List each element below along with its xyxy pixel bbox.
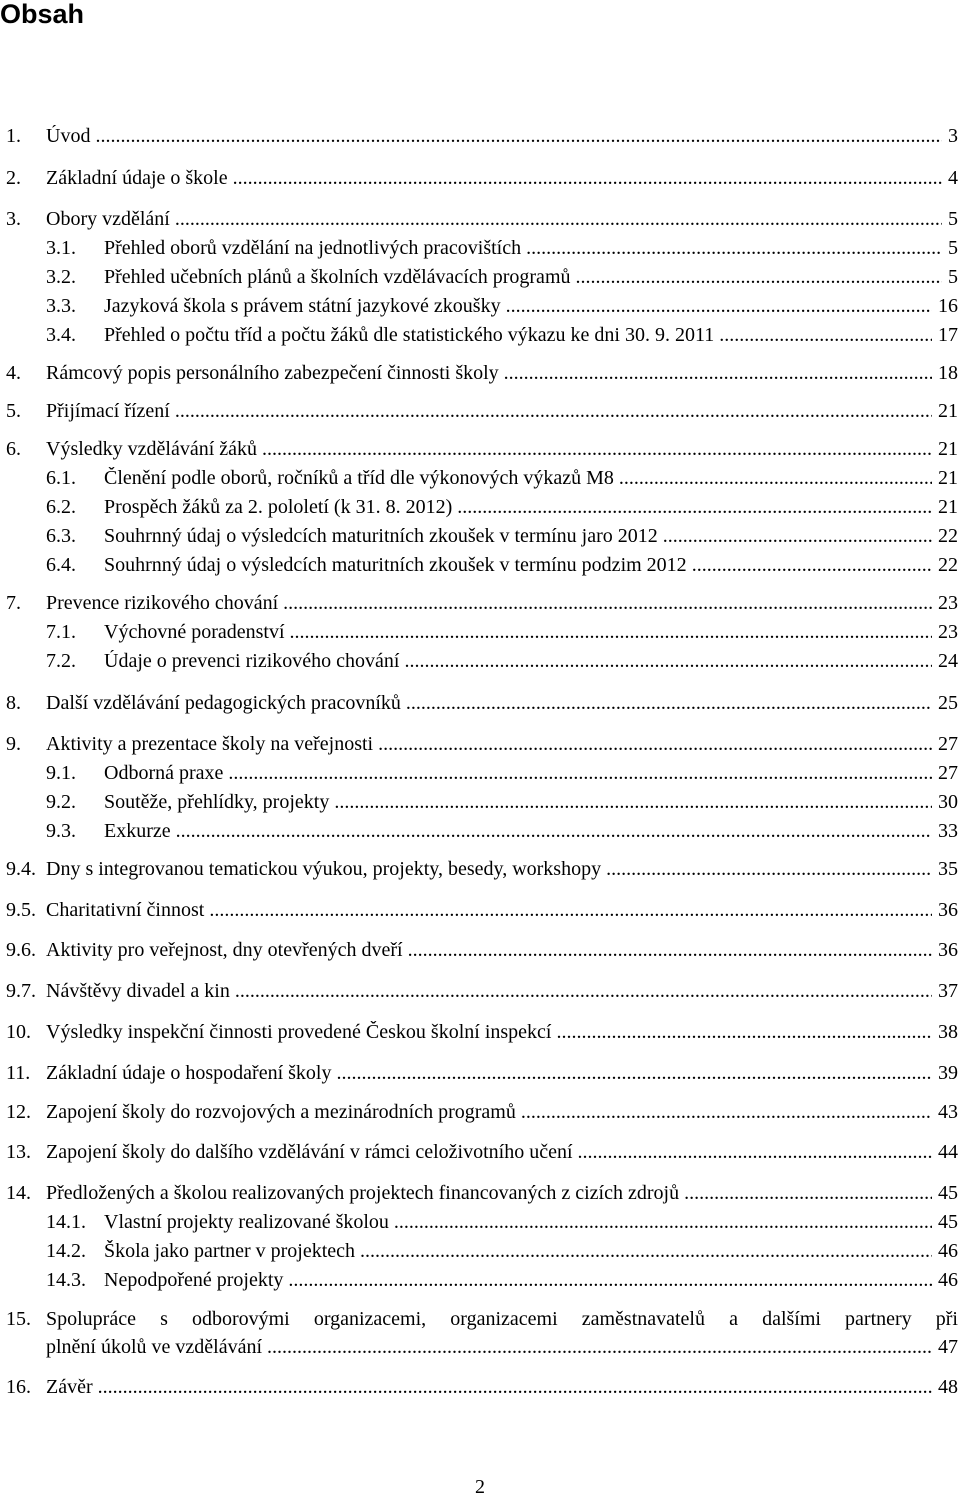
toc-entry[interactable]: [0, 1308, 958, 1358]
toc-entry[interactable]: [0, 980, 958, 1002]
toc-entry[interactable]: [0, 1182, 958, 1204]
toc-entry-number: 2.: [6, 167, 21, 189]
toc-entry-number: 16.: [6, 1376, 31, 1398]
toc-entry-title: [104, 791, 958, 813]
toc-entry-title: [46, 980, 958, 1002]
toc-entry[interactable]: [0, 525, 958, 547]
toc-entry-page: 5: [942, 237, 958, 259]
toc-entry-page: 24: [932, 650, 958, 672]
toc-entry-title-text: plnění úkolů ve vzdělávání: [46, 1336, 263, 1358]
toc-entry[interactable]: [0, 820, 958, 842]
toc-entry-title-text: Závěr: [46, 1376, 93, 1398]
toc-entry-number: 5.: [6, 400, 21, 422]
toc-entry-title: [104, 1269, 958, 1291]
toc-entry-title-text: Výsledky vzdělávání žáků: [46, 438, 258, 460]
toc-entry-title-text: Úvod: [46, 125, 91, 147]
toc-entry-page: 46: [932, 1240, 958, 1262]
toc-entry[interactable]: [0, 621, 958, 643]
toc-entry-page: 43: [932, 1101, 958, 1123]
toc-entry-title-text: Nepodpořené projekty: [104, 1269, 284, 1291]
toc-entry-title-text: Zapojení školy do rozvojových a mezinárodních programů: [46, 1101, 516, 1123]
toc-entry-title: [104, 266, 958, 288]
toc-entry-page: 5: [942, 208, 958, 230]
toc-entry-title-text: Aktivity a prezentace školy na veřejnosti: [46, 733, 374, 755]
toc-entry-title: [46, 592, 958, 614]
toc-entry-number: 10.: [6, 1021, 31, 1043]
toc-entry-page: 17: [932, 324, 958, 346]
toc-entry-page: 38: [932, 1021, 958, 1043]
toc-entry-title-text: Přehled o počtu tříd a počtu žáků dle statistického výkazu ke dni 30. 9. 2011: [104, 324, 715, 346]
toc-entry[interactable]: [0, 400, 958, 422]
toc-entry-title-text: Souhrnný údaj o výsledcích maturitních zkoušek v termínu jaro 2012: [104, 525, 658, 547]
toc-entry[interactable]: [0, 1211, 958, 1233]
toc-entry-number: 9.3.: [46, 820, 76, 842]
toc-entry[interactable]: [0, 1269, 958, 1291]
toc-entry-page: 5: [942, 266, 958, 288]
toc-entry[interactable]: [0, 1101, 958, 1123]
toc-entry[interactable]: [0, 1141, 958, 1163]
toc-entry[interactable]: [0, 1376, 958, 1398]
toc-entry-title: [46, 733, 958, 755]
toc-entry-title: [46, 167, 958, 189]
toc-entry-page: 21: [932, 496, 958, 518]
toc-entry-page: 37: [932, 980, 958, 1002]
toc-entry-number: 14.3.: [46, 1269, 86, 1291]
toc-entry-number: 14.2.: [46, 1240, 86, 1262]
toc-entry-title-text: Spolupráce s odborovými organizacemi, organizacemi zaměstnavatelů a dalšími partnery při: [46, 1308, 958, 1330]
toc-entry-title: [104, 525, 958, 547]
toc-entry-title: [46, 899, 958, 921]
toc-entry-title-text: Vlastní projekty realizované školou: [104, 1211, 389, 1233]
toc-entry-title-text: Škola jako partner v projektech: [104, 1240, 356, 1262]
toc-entry-title-text: Údaje o prevenci rizikového chování: [104, 650, 400, 672]
toc-entry-number: 9.6.: [6, 939, 36, 961]
toc-entry-page: 23: [932, 592, 958, 614]
toc-entry-page: 3: [942, 125, 958, 147]
toc-entry-title: [46, 939, 958, 961]
toc-entry-number: 3.: [6, 208, 21, 230]
toc-entry-number: 7.1.: [46, 621, 76, 643]
toc-entry-page: 21: [932, 467, 958, 489]
toc-entry-number: 7.2.: [46, 650, 76, 672]
toc-entry-page: 36: [932, 939, 958, 961]
toc-entry-title: [104, 496, 958, 518]
toc-entry-title: [46, 125, 958, 147]
toc-entry-number: 6.3.: [46, 525, 76, 547]
toc-entry-number: 7.: [6, 592, 21, 614]
toc-entry-number: 9.2.: [46, 791, 76, 813]
toc-entry-title: [104, 1240, 958, 1262]
toc-entry-page: 23: [932, 621, 958, 643]
toc-entry-title: [46, 362, 958, 384]
toc-entry-title: [104, 467, 958, 489]
toc-entry-title-text: Výchovné poradenství: [104, 621, 285, 643]
toc-entry-title: [104, 324, 958, 346]
toc-entry-title-text: Zapojení školy do dalšího vzdělávání v rámci celoživotního učení: [46, 1141, 573, 1163]
toc-entry-title: [46, 858, 958, 880]
toc-entry-title: [104, 650, 958, 672]
toc-entry-title: [46, 400, 958, 422]
toc-entry[interactable]: [0, 266, 958, 288]
toc-entry-number: 12.: [6, 1101, 31, 1123]
toc-entry-title: [46, 1101, 958, 1123]
toc-entry-title: [46, 1021, 958, 1043]
toc-entry-title: [104, 621, 958, 643]
toc-entry-title: [46, 1062, 958, 1084]
toc-entry-title: [104, 554, 958, 576]
toc-entry[interactable]: [0, 650, 958, 672]
toc-entry[interactable]: [0, 208, 958, 230]
toc-entry-number: 6.: [6, 438, 21, 460]
toc-entry-number: 9.: [6, 733, 21, 755]
toc-entry-title-line1: [46, 1308, 958, 1330]
toc-entry-number: 14.: [6, 1182, 31, 1204]
toc-entry-title-text: Prospěch žáků za 2. pololetí (k 31. 8. 2012): [104, 496, 453, 518]
toc-entry-page: 21: [932, 438, 958, 460]
toc-entry[interactable]: [0, 324, 958, 346]
toc-entry[interactable]: [0, 496, 958, 518]
toc-entry-title-text: Základní údaje o škole: [46, 167, 228, 189]
toc-entry[interactable]: [0, 467, 958, 489]
toc-entry[interactable]: [0, 1240, 958, 1262]
toc-entry[interactable]: [0, 858, 958, 880]
toc-entry[interactable]: [0, 167, 958, 189]
toc-entry-number: 3.2.: [46, 266, 76, 288]
toc-entry-page: 27: [932, 762, 958, 784]
toc-entry-title-text: Základní údaje o hospodaření školy: [46, 1062, 332, 1084]
page-number: 2: [475, 1476, 485, 1498]
toc-entry-number: 3.1.: [46, 237, 76, 259]
toc-entry-title-text: Členění podle oborů, ročníků a tříd dle výkonových výkazů M8: [104, 467, 614, 489]
toc-entry-title-text: Charitativní činnost: [46, 899, 205, 921]
toc-entry-title: [104, 1211, 958, 1233]
toc-entry[interactable]: [0, 554, 958, 576]
toc-entry-page: 47: [932, 1336, 958, 1358]
toc-entry-page: 16: [932, 295, 958, 317]
toc-entry-number: 3.3.: [46, 295, 76, 317]
toc-entry-page: 46: [932, 1269, 958, 1291]
toc-entry-title: [46, 1141, 958, 1163]
toc-entry-page: 22: [932, 525, 958, 547]
toc-entry-title-text: Jazyková škola s právem státní jazykové zkoušky: [104, 295, 501, 317]
toc-entry-page: 39: [932, 1062, 958, 1084]
toc-entry-number: 6.1.: [46, 467, 76, 489]
toc-entry[interactable]: [0, 899, 958, 921]
toc-entry-page: 33: [932, 820, 958, 842]
toc-entry-number: 1.: [6, 125, 21, 147]
toc-entry-title: [104, 762, 958, 784]
toc-entry-page: 36: [932, 899, 958, 921]
toc-entry[interactable]: [0, 362, 958, 384]
toc-entry-number: 9.1.: [46, 762, 76, 784]
toc-entry-page: 45: [932, 1182, 958, 1204]
toc-entry-title: [46, 692, 958, 714]
toc-entry-title-text: Obory vzdělání: [46, 208, 170, 230]
toc-entry-title-text: Dny s integrovanou tematickou výukou, projekty, besedy, workshopy: [46, 858, 602, 880]
toc-entry[interactable]: [0, 125, 958, 147]
toc-entry-page: 45: [932, 1211, 958, 1233]
toc-entry-page: 30: [932, 791, 958, 813]
toc-entry-number: 6.2.: [46, 496, 76, 518]
toc-entry-title-text: Předložených a školou realizovaných projektech financovaných z cizích zdrojů: [46, 1182, 680, 1204]
toc-entry-number: 8.: [6, 692, 21, 714]
toc-entry-title-text: Souhrnný údaj o výsledcích maturitních zkoušek v termínu podzim 2012: [104, 554, 687, 576]
toc-entry[interactable]: [0, 237, 958, 259]
toc-entry-number: 6.4.: [46, 554, 76, 576]
toc-entry-page: 18: [932, 362, 958, 384]
toc-entry[interactable]: [0, 733, 958, 755]
toc-entry[interactable]: [0, 791, 958, 813]
toc-entry-number: 15.: [6, 1308, 31, 1330]
toc-entry-page: 21: [932, 400, 958, 422]
toc-entry-title-text: Odborná praxe: [104, 762, 224, 784]
toc-entry-number: 9.7.: [6, 980, 36, 1002]
toc-entry-title-text: Další vzdělávání pedagogických pracovníků: [46, 692, 401, 714]
toc-entry-number: 11.: [6, 1062, 31, 1084]
toc-entry-title-text: Soutěže, přehlídky, projekty: [104, 791, 330, 813]
toc-entry[interactable]: [0, 762, 958, 784]
toc-entry-title: [46, 1182, 958, 1204]
toc-entry-title-text: Rámcový popis personálního zabezpečení činnosti školy: [46, 362, 499, 384]
toc-entry[interactable]: [0, 1021, 958, 1043]
toc-entry[interactable]: [0, 438, 958, 460]
toc-entry-title: [46, 208, 958, 230]
toc-entry-number: 9.4.: [6, 858, 36, 880]
toc-entry[interactable]: [0, 1062, 958, 1084]
toc-entry-title: [46, 438, 958, 460]
toc-entry-title-text: Přijímací řízení: [46, 400, 170, 422]
page-title: Obsah: [0, 0, 85, 29]
toc-entry-page: 27: [932, 733, 958, 755]
toc-entry-number: 3.4.: [46, 324, 76, 346]
toc-entry-number: 4.: [6, 362, 21, 384]
toc-entry-page: 44: [932, 1141, 958, 1163]
toc-entry[interactable]: [0, 592, 958, 614]
toc-entry[interactable]: [0, 295, 958, 317]
toc-entry[interactable]: [0, 692, 958, 714]
toc-entry-title-text: Exkurze: [104, 820, 171, 842]
toc-entry-title-text: Výsledky inspekční činnosti provedené Českou školní inspekcí: [46, 1021, 552, 1043]
toc-entry-number: 14.1.: [46, 1211, 86, 1233]
toc-entry-number: 9.5.: [6, 899, 36, 921]
toc-entry-title-text: Přehled oborů vzdělání na jednotlivých pracovištích: [104, 237, 522, 259]
toc-entry-title-text: Prevence rizikového chování: [46, 592, 279, 614]
toc-entry[interactable]: [0, 939, 958, 961]
toc-entry-title: [104, 820, 958, 842]
toc-entry-title-text: Přehled učebních plánů a školních vzdělávacích programů: [104, 266, 571, 288]
toc-entry-page: 35: [932, 858, 958, 880]
toc-entry-page: 4: [942, 167, 958, 189]
toc-entry-number: 13.: [6, 1141, 31, 1163]
toc-entry-page: 22: [932, 554, 958, 576]
toc-entry-title-text: Aktivity pro veřejnost, dny otevřených dveří: [46, 939, 403, 961]
toc-entry-title: [46, 1336, 958, 1358]
toc-entry-title: [46, 1376, 958, 1398]
toc-entry-page: 25: [932, 692, 958, 714]
toc-entry-title: [104, 237, 958, 259]
toc-entry-title: [104, 295, 958, 317]
toc-entry-page: 48: [932, 1376, 958, 1398]
toc-entry-title-text: Návštěvy divadel a kin: [46, 980, 230, 1002]
